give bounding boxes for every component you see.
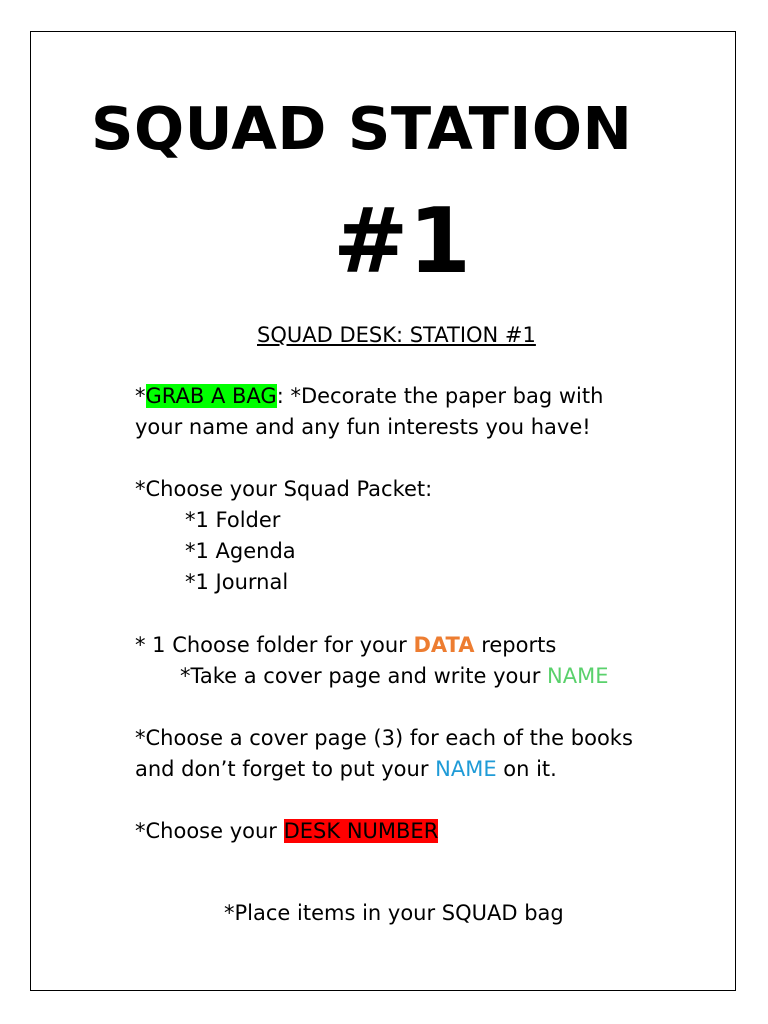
page-title: SQUAD STATION bbox=[91, 94, 633, 163]
grab-bag-line-1 bbox=[135, 382, 603, 410]
subtitle: SQUAD DESK: STATION #1 bbox=[257, 323, 536, 347]
grab-bag-prefix: * bbox=[135, 384, 146, 408]
name-green: NAME bbox=[547, 664, 609, 688]
grab-bag-rest: : *Decorate the paper bag with bbox=[276, 384, 604, 408]
packet-item-agenda: *1 Agenda bbox=[185, 539, 296, 563]
data-emphasis: DATA bbox=[413, 633, 475, 657]
cover-books-prefix: and don’t forget to put your bbox=[135, 757, 436, 781]
desk-prefix: *Choose your bbox=[135, 819, 284, 843]
grab-bag-line-2: your name and any fun interests you have! bbox=[135, 415, 591, 439]
cover-page-prefix: *Take a cover page and write your bbox=[180, 664, 547, 688]
cover-books-line-2 bbox=[135, 755, 557, 783]
folder-prefix: * 1 Choose folder for your bbox=[135, 633, 414, 657]
cover-books-suffix: on it. bbox=[496, 757, 557, 781]
name-blue: NAME bbox=[435, 757, 497, 781]
folder-line bbox=[135, 631, 556, 659]
desk-number-highlight: DESK NUMBER bbox=[283, 819, 439, 843]
cover-books-line-1: *Choose a cover page (3) for each of the books bbox=[135, 726, 633, 750]
packet-item-journal: *1 Journal bbox=[185, 570, 289, 594]
footer-note: *Place items in your SQUAD bag bbox=[224, 901, 564, 925]
grab-bag-highlight: GRAB A BAG bbox=[145, 384, 277, 408]
packet-heading: *Choose your Squad Packet: bbox=[135, 477, 433, 501]
page-border bbox=[30, 31, 736, 991]
cover-page-line bbox=[180, 662, 608, 690]
station-number: #1 bbox=[333, 189, 472, 294]
folder-suffix: reports bbox=[474, 633, 557, 657]
packet-item-folder: *1 Folder bbox=[185, 508, 281, 532]
desk-line bbox=[135, 817, 438, 845]
